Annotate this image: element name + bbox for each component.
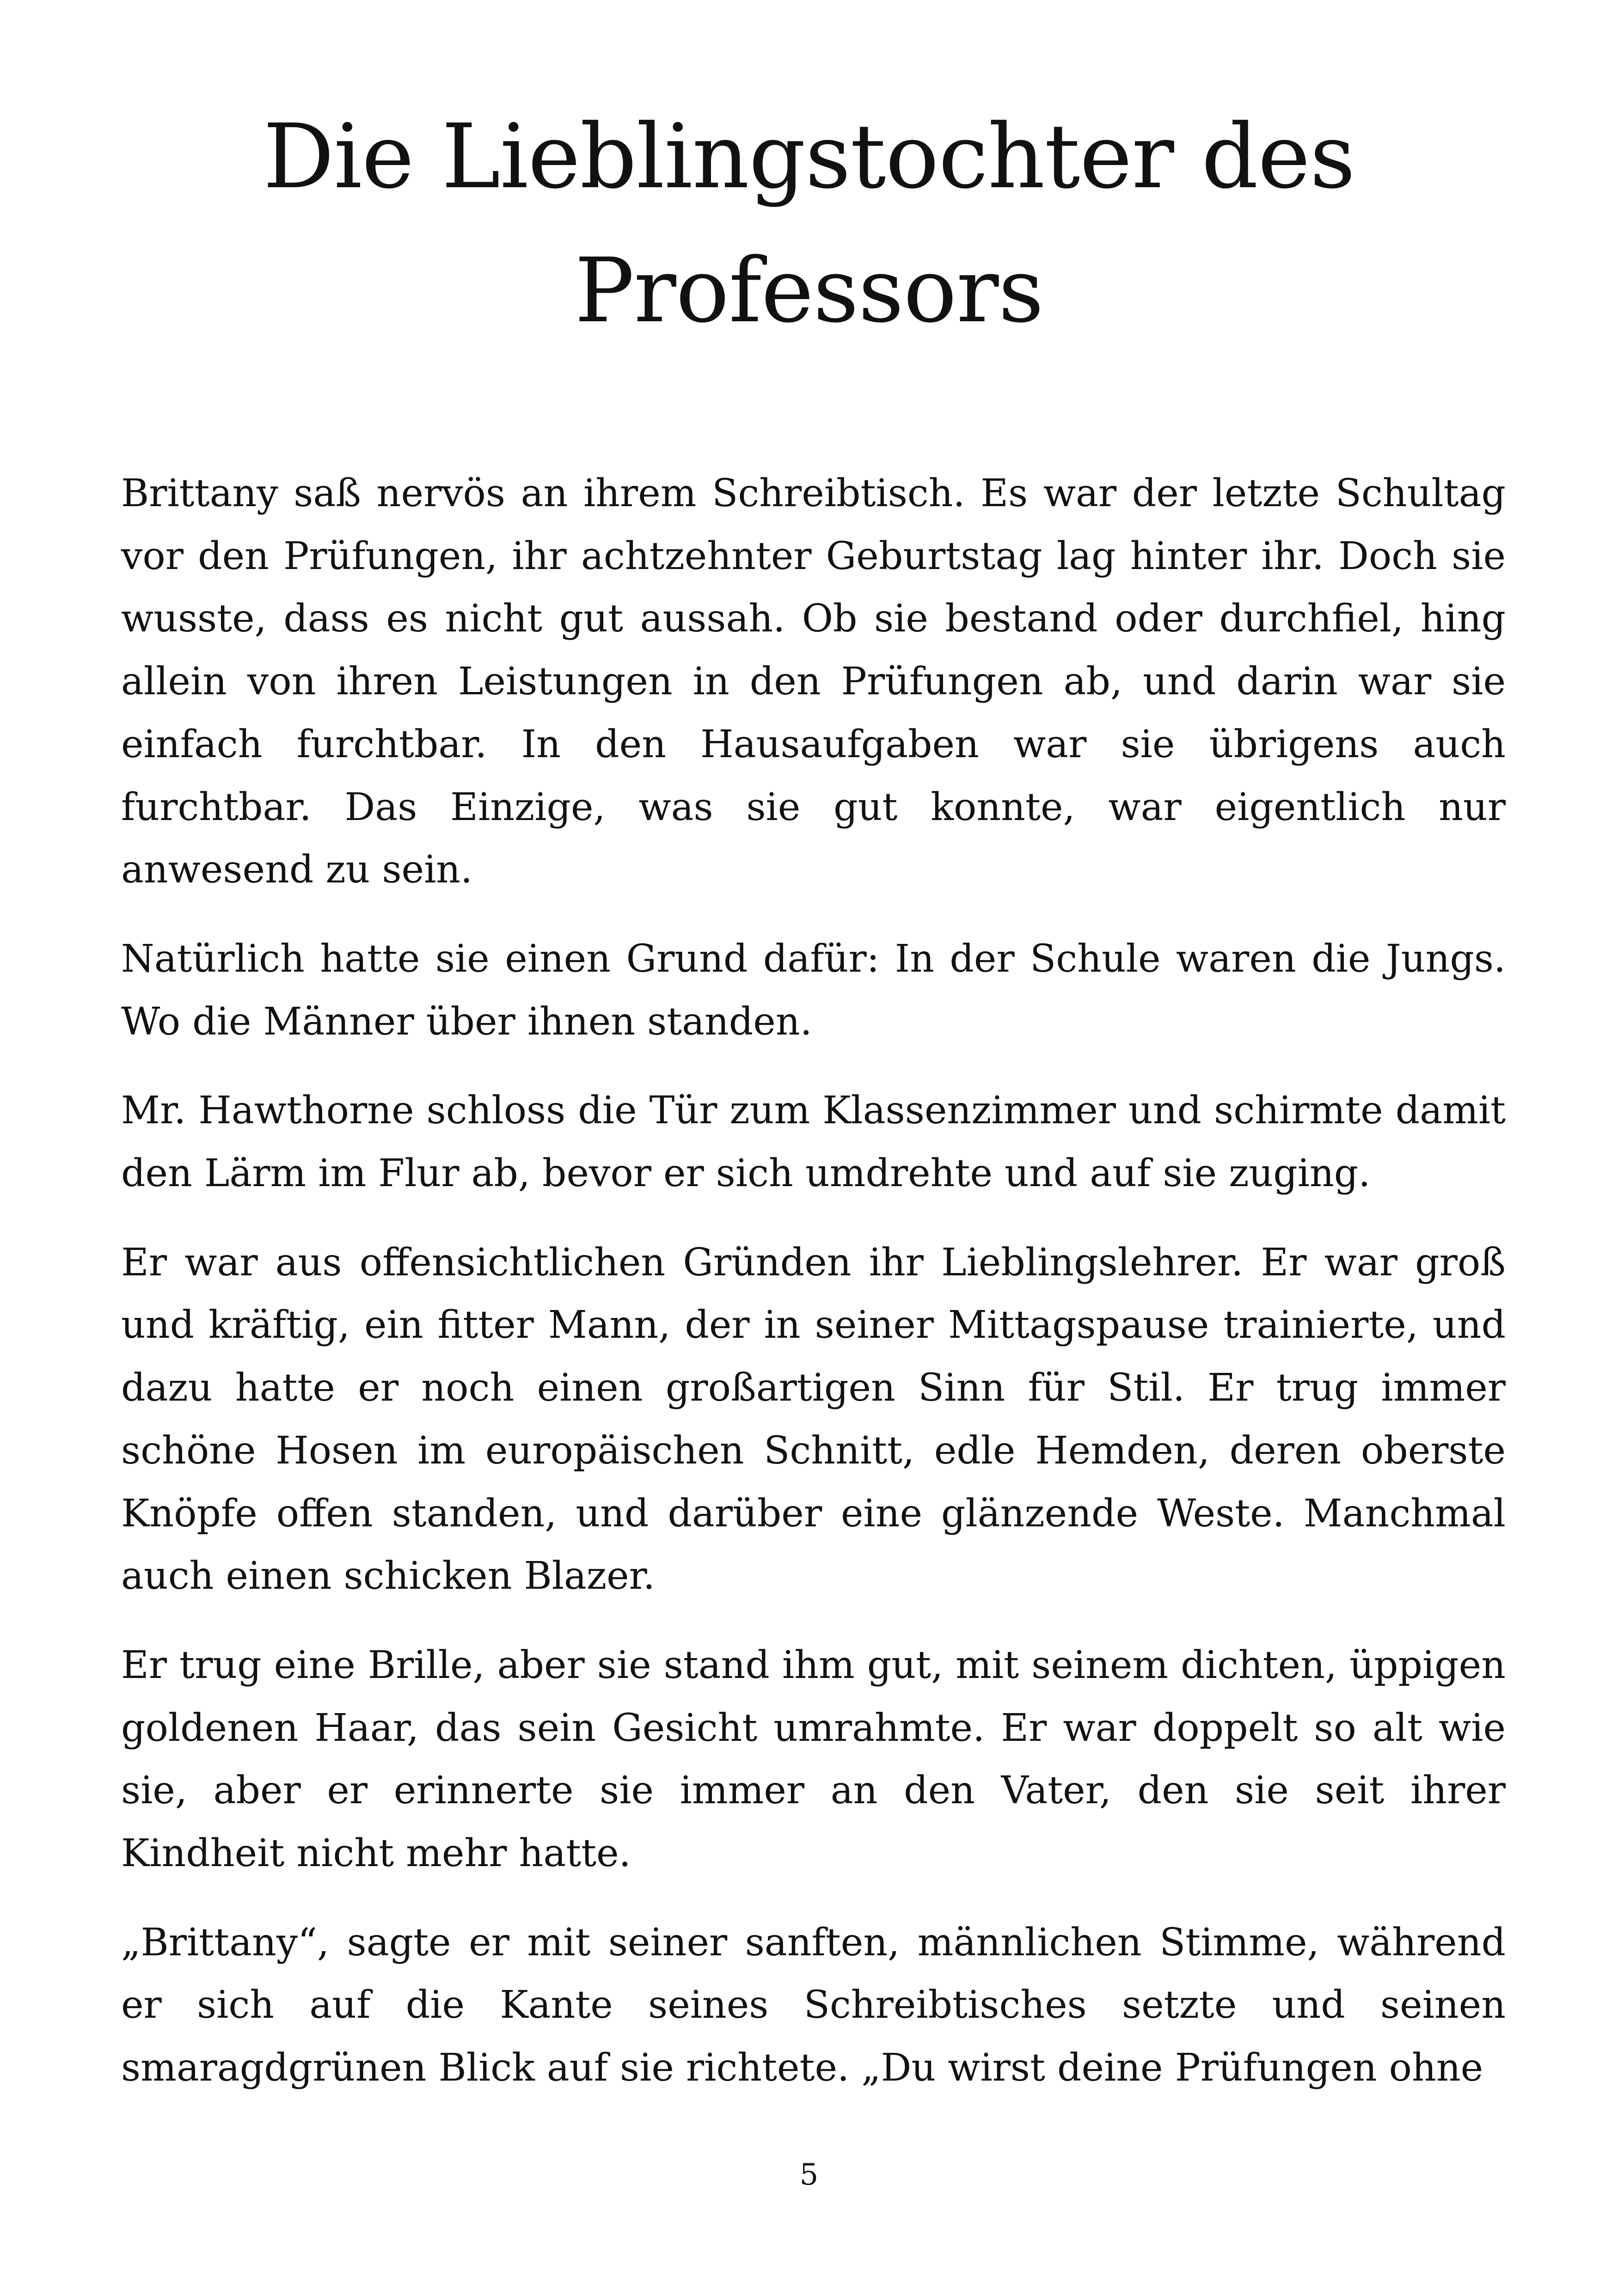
page-number: 5: [799, 2158, 819, 2192]
chapter-body: [121, 462, 1506, 2126]
paragraph: Natürlich hatte sie einen Grund dafür: In der Schule waren die Jungs. Wo die Männer über ihnen standen.: [121, 937, 1506, 1044]
paragraph: Er war aus offensichtlichen Gründen ihr Lieblingslehrer. Er war groß und kräftig, ein fitter Mann, der in seiner Mittagspause trainierte, und dazu hatte er noch einen großartigen Sinn für Stil. Er trug immer schöne Hosen im europäischen Schnitt, edle Hemden, deren oberste Knöpfe offen standen, und darüber eine glänzende Weste. Manchmal auch einen schicken Blazer.: [121, 1240, 1506, 1598]
paragraph: Brittany saß nervös an ihrem Schreibtisch. Es war der letzte Schultag vor den Prüfungen, ihr achtzehnter Geburtstag lag hinter ihr. Doch sie wusste, dass es nicht gut aussah. Ob sie bestand oder durchfiel, hing allein von ihren Leistungen in den Prüfungen ab, und darin war sie einfach furchtbar. In den Hausaufgaben war sie übrigens auch furchtbar. Das Einzige, was sie gut konnte, war eigentlich nur anwesend zu sein.: [121, 471, 1506, 892]
paragraph: Mr. Hawthorne schloss die Tür zum Klassenzimmer und schirmte damit den Lärm im Flur ab, bevor er sich umdrehte und auf sie zuging.: [121, 1089, 1506, 1196]
paragraph: „Brittany“, sagte er mit seiner sanften, männlichen Stimme, während er sich auf die Kante seines Schreibtisches setzte und seinen smaragdgrünen Blick auf sie richtete. „Du wirst deine Prüfungen ohne: [121, 1920, 1506, 2090]
chapter-title: Die Lieblingstochter des Professors: [263, 105, 1355, 343]
paragraph: Er trug eine Brille, aber sie stand ihm gut, mit seinem dichten, üppigen goldenen Haar, das sein Gesicht umrahmte. Er war doppelt so alt wie sie, aber er erinnerte sie immer an den Vater, den sie seit ihrer Kindheit nicht mehr hatte.: [121, 1643, 1506, 1876]
